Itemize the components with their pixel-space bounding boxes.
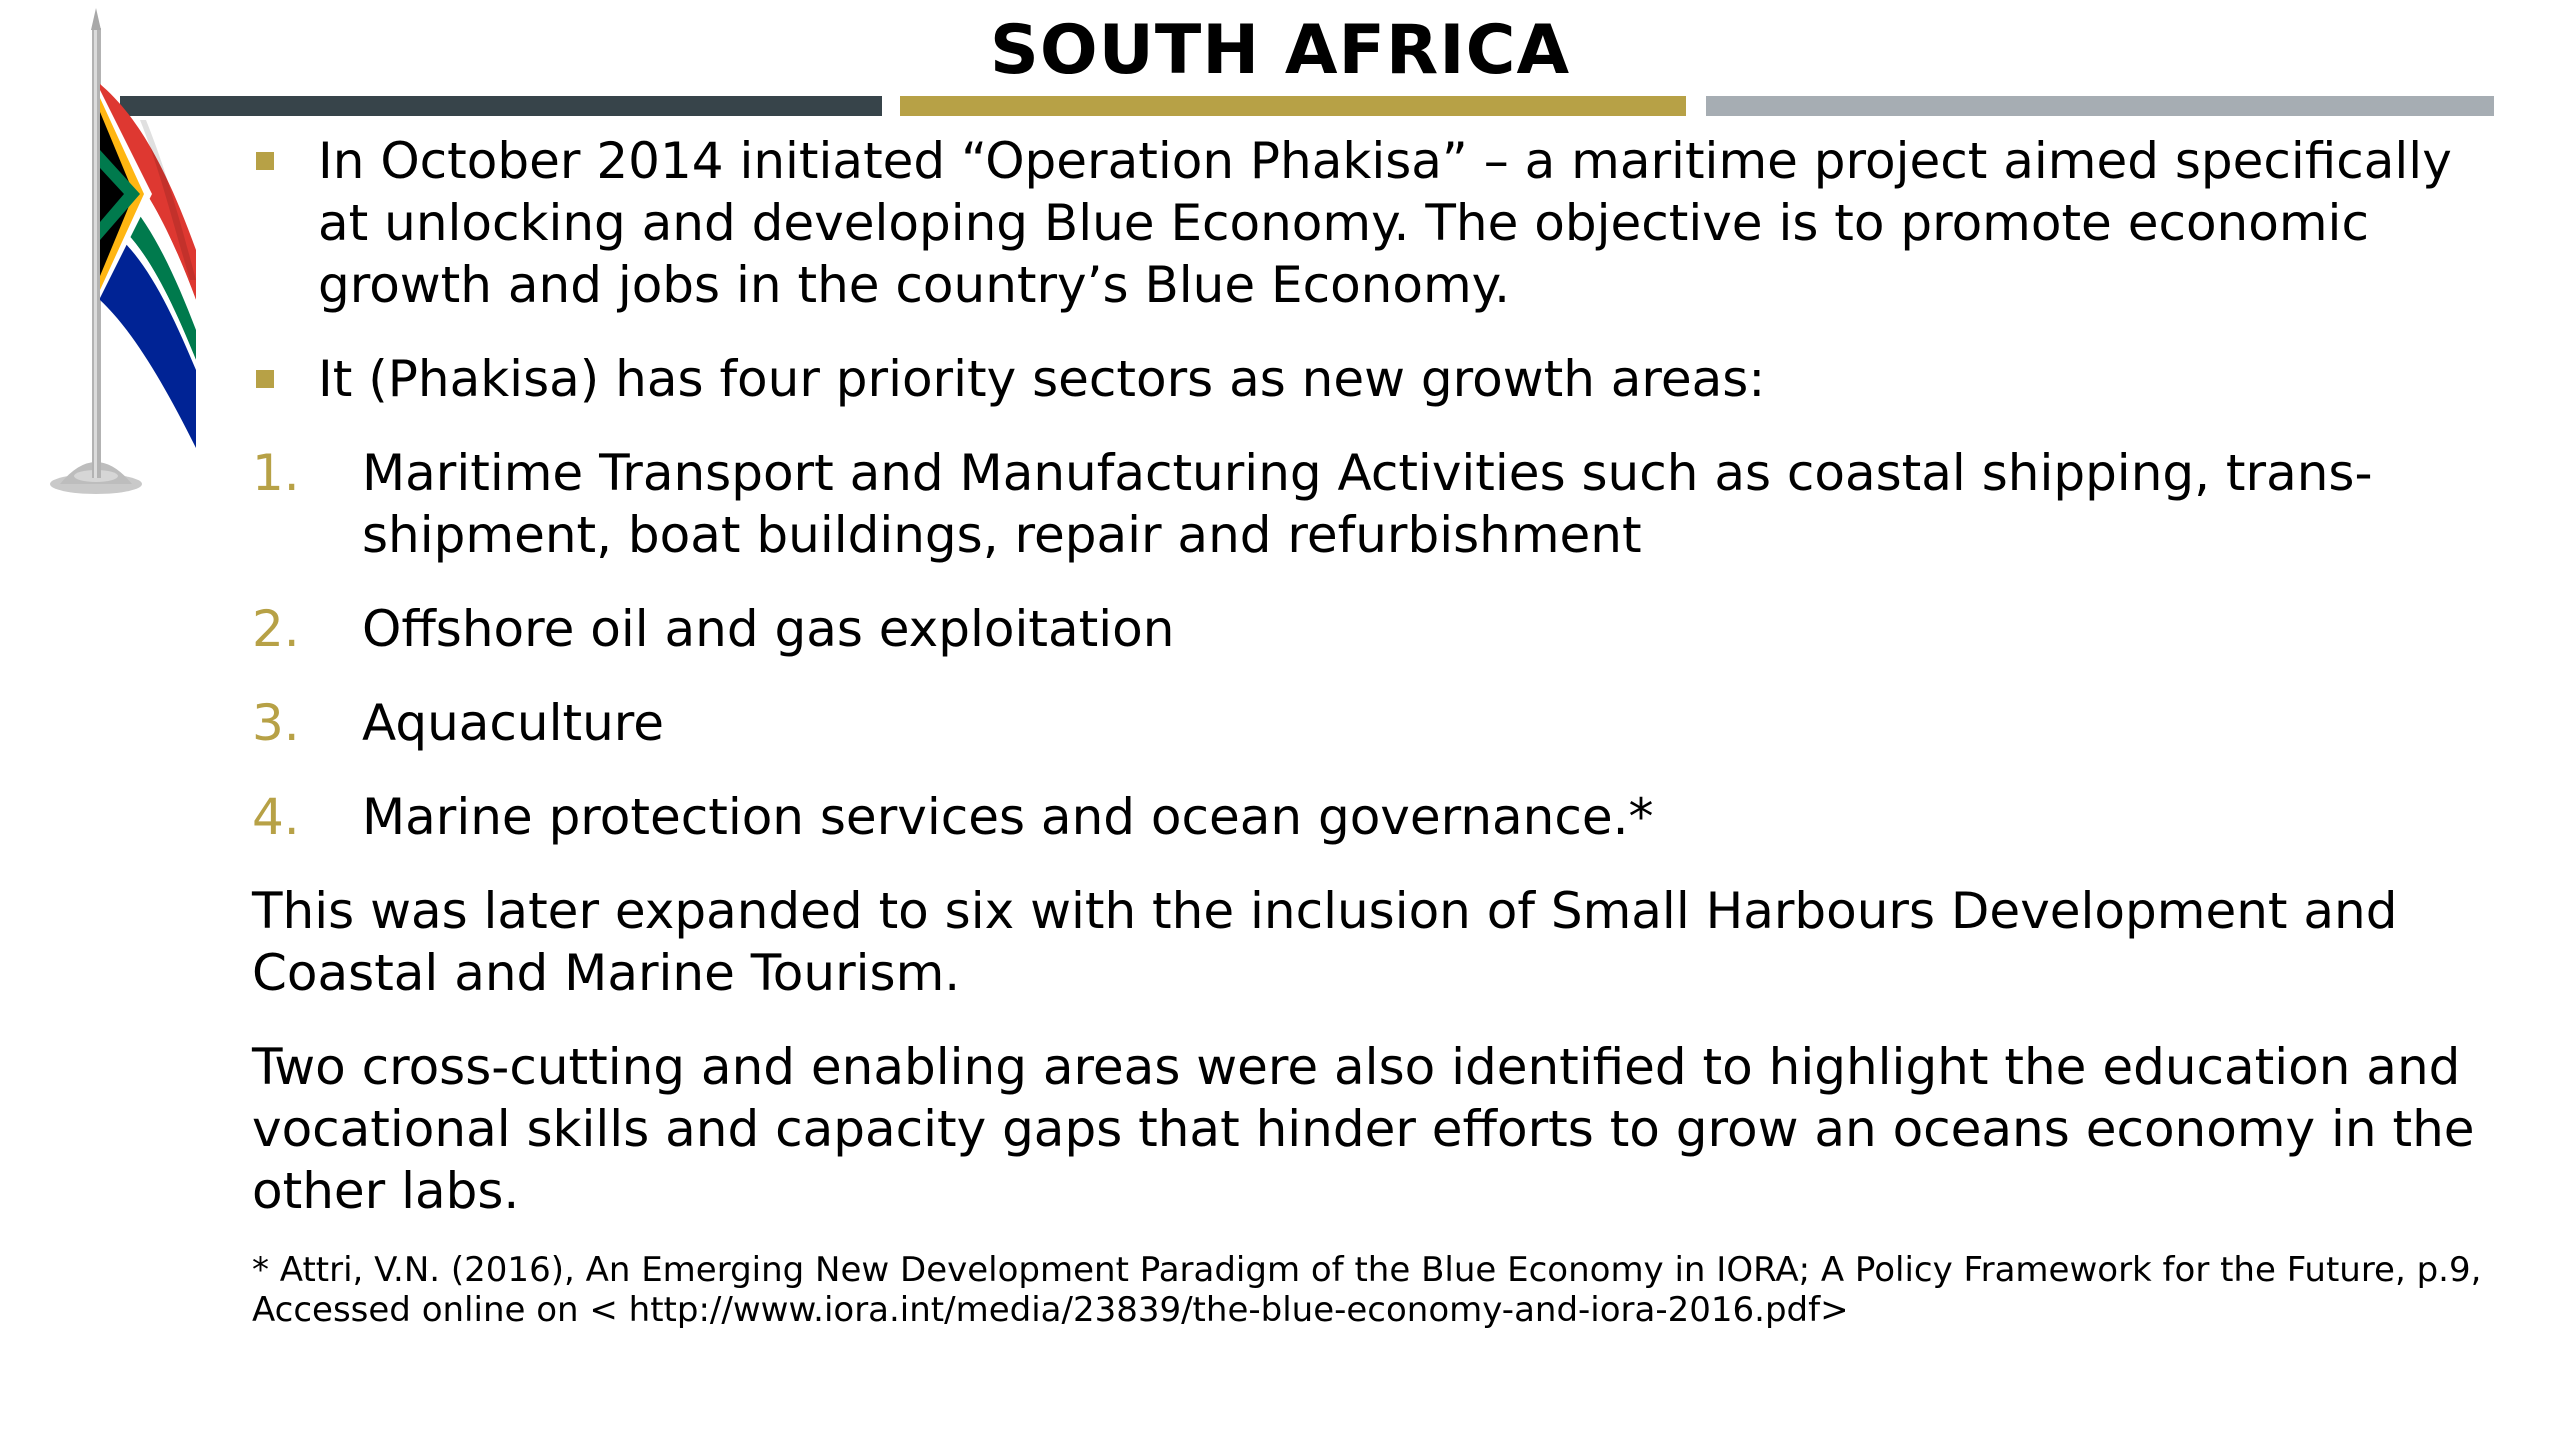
title-divider-gray [1706,96,2494,116]
numbered-item [252,442,2492,566]
numbered-item [252,692,2492,754]
footnote [252,1250,2492,1330]
item-number: 2. [252,600,300,658]
numbered-item [252,598,2492,660]
bullet-item [252,130,2492,316]
south-africa-flag-icon [40,0,210,500]
bullet-square-icon [256,370,274,388]
item-number: 3. [252,694,300,752]
bullet-square-icon [256,152,274,170]
item-text: Offshore oil and gas exploitation [362,600,1175,658]
item-number: 4. [252,788,300,846]
footnote-url: Accessed online on < http://www.iora.int/media/23839/the-blue-economy-and-iora-2016.pdf> [252,1290,1849,1330]
bullet-item [252,348,2492,410]
bullet-text: It (Phakisa) has four priority sectors as new growth areas: [318,350,1766,408]
item-text: Marine protection services and ocean governance.* [362,788,1654,846]
numbered-item [252,786,2492,848]
footnote-citation: * Attri, V.N. (2016), An Emerging New Development Paradigm of the Blue Economy in IORA; A Policy Framework for the Future, p.9, [252,1250,2482,1290]
body-paragraph: Two cross-cutting and enabling areas were also identified to highlight the education and vocational skills and capacity gaps that hinder efforts to grow an oceans economy in the other labs. [252,1038,2475,1220]
body-paragraph: This was later expanded to six with the inclusion of Small Harbours Development and Coastal and Marine Tourism. [252,882,2398,1002]
item-text: Maritime Transport and Manufacturing Activities such as coastal shipping, trans-shipment, boat buildings, repair and refurbishment [362,444,2373,564]
slide-title: SOUTH AFRICA [989,11,1571,90]
title-divider-dark [120,96,882,116]
item-text: Aquaculture [362,694,664,752]
bullet-text: In October 2014 initiated “Operation Phakisa” – a maritime project aimed specifically at unlocking and developing Blue Economy. The objective is to promote economic growth and jobs in the country’s Blue Economy. [318,132,2452,314]
slide-body [252,130,2492,1254]
title-divider-gold [900,96,1686,116]
item-number: 1. [252,444,300,502]
